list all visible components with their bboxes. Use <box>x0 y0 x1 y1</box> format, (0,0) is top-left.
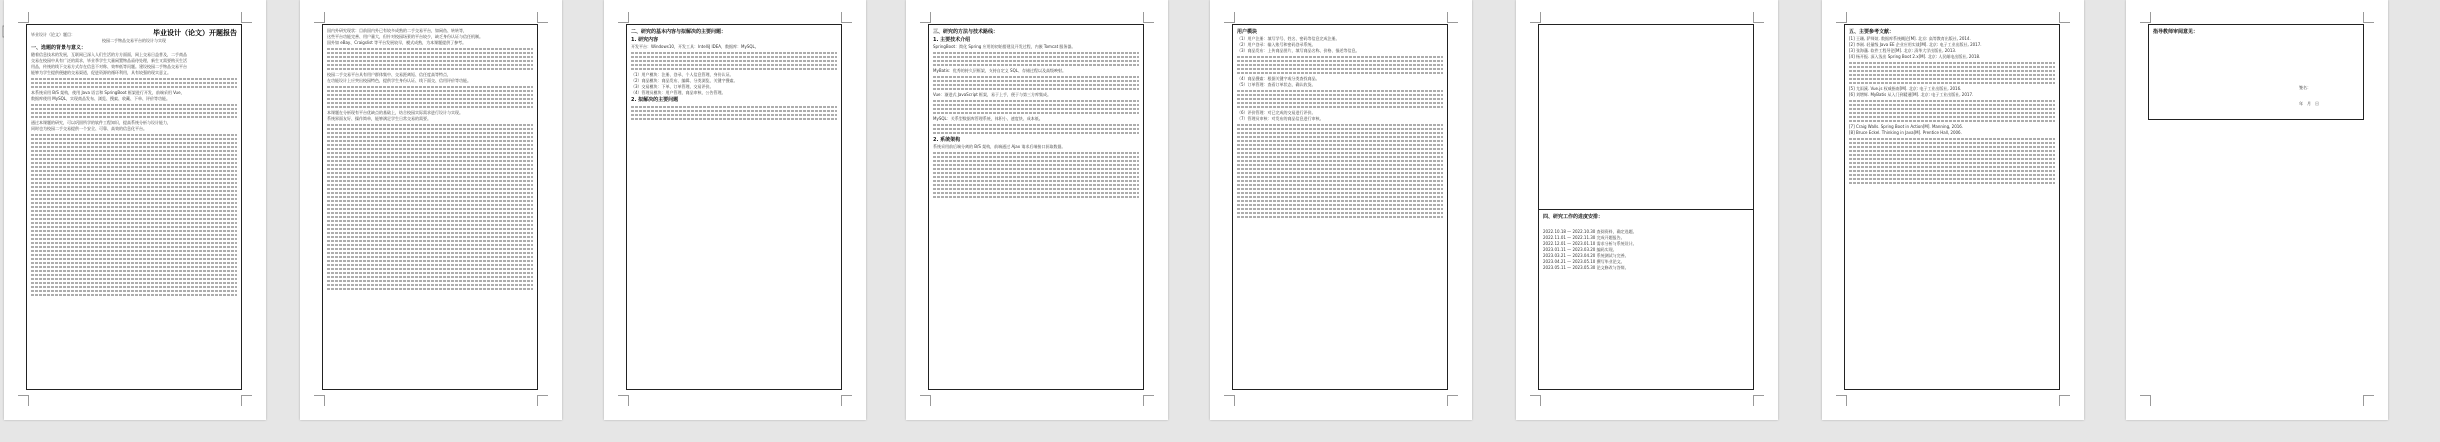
body-line: （5）订单管理：查看订单状态，确认收货。 <box>1237 82 1316 87</box>
body-line: 系统界面友好、操作简单，能够满足学生日常交易的需要。 <box>327 116 431 121</box>
subsection-heading: 2. 系统架构 <box>933 137 961 143</box>
body-line: （4）管理员模块：用户管理、商品审核、公告管理。 <box>631 90 726 95</box>
reference-item: [2] 李刚. 轻量级 Java EE 企业应用实战[M]. 北京: 电子工业出版社, 2017. <box>1849 42 1982 47</box>
body-line: （4）商品搜索：根据关键字或分类查找商品。 <box>1237 76 1320 81</box>
section-heading: 五、主要参考文献： <box>1849 29 1895 35</box>
body-line: 在功能设计上应突出校园特色，提供学生身份认证、线下面交、信用评价等功能。 <box>327 78 471 83</box>
body-line: 国内外研究现状：目前国内外已有较多成熟的二手交易平台，如闲鱼、转转等， <box>327 28 467 33</box>
page-frame <box>1844 24 2060 390</box>
reference-item: [1] 王珊, 萨师煊. 数据库系统概论[M]. 北京: 高等教育出版社, 2014. <box>1849 36 1971 41</box>
section-heading: 二、研究的基本内容与拟解决的主要问题： <box>631 29 727 35</box>
body-line: Vue：渐进式 JavaScript 框架，易于上手，便于与第三方库集成。 <box>933 92 1052 97</box>
page-frame <box>928 24 1144 390</box>
body-line: （3）交易模块：下单、订单管理、交易评价。 <box>631 84 714 89</box>
schedule-item: 2022.10.18 — 2022.10.30 查阅资料，确定选题。 <box>1543 229 1637 234</box>
page-frame <box>322 24 538 390</box>
body-line: 这些平台功能完善、用户量大，但针对校园场景的平台较少，缺乏身份认证与信任机制。 <box>327 34 483 39</box>
date-label: 年 月 日 <box>2299 101 2319 106</box>
body-line: 数据库使用 MySQL，实现商品发布、浏览、搜索、收藏、下单、评价等功能。 <box>31 96 171 101</box>
reference-item: [6] 刘增辉. MyBatis 从入门到精通[M]. 北京: 电子工业出版社, 2017. <box>1849 92 1974 97</box>
reference-item: [5] 尤雨溪. Vue.js 权威指南[M]. 北京: 电子工业出版社, 2016. <box>1849 86 1962 91</box>
body-line: 能够为学生提供便捷的交易渠道，促进资源的循环利用，具有较强的现实意义。 <box>31 70 171 75</box>
document-page-1 <box>4 0 266 420</box>
body-line: 系统采用前后端分离的 B/S 架构，前端通过 Ajax 请求后端接口获取数据。 <box>933 144 1066 149</box>
body-line: （2）用户登录：输入账号和密码登录系统。 <box>1237 42 1316 47</box>
body-line: （6）评价管理：对已完成的交易进行评价。 <box>1237 110 1316 115</box>
schedule-item: 2023.04.21 — 2023.05.10 撰写毕业论文。 <box>1543 259 1625 264</box>
subsection-heading: 1. 研究内容 <box>631 37 659 43</box>
subsection-heading: 2. 拟解决的主要问题 <box>631 97 679 103</box>
document-page-2 <box>300 0 562 420</box>
page-frame <box>2148 24 2364 120</box>
body-line: 用品，传统的线下交易方式存在信息不对称、效率低等问题。建设校园二手物品交易平台 <box>31 64 187 69</box>
section-heading: 指导教师审阅意见： <box>2153 29 2199 35</box>
body-line: （3）商品发布：上传商品图片，填写商品名称、价格、描述等信息。 <box>1237 48 1360 53</box>
body-line: 交易在校园中具有广泛的需求，毕业季学生大量闲置物品亟待处理，新生又需要购买生活 <box>31 58 187 63</box>
document-page-4 <box>906 0 1168 420</box>
reference-item: [8] Bruce Eckel. Thinking in Java[M]. Prentice Hall, 2006. <box>1849 130 1962 135</box>
schedule-item: 2023.01.11 — 2023.03.20 编码实现。 <box>1543 247 1617 252</box>
page-frame <box>26 24 242 390</box>
reference-item: [7] Craig Walls. Spring Boot in Action[M]. Manning, 2016. <box>1849 124 1964 129</box>
body-line: （2）商品模块：商品发布、编辑、分类浏览、关键字搜索。 <box>631 78 738 83</box>
body-line: （1）用户注册：填写学号、姓名、密码等信息完成注册。 <box>1237 36 1340 41</box>
section-divider <box>1539 209 1753 210</box>
document-page-3 <box>604 0 866 420</box>
body-line: MyBatis：优秀的持久层框架，支持自定义 SQL、存储过程以及高级映射。 <box>933 68 1066 73</box>
body-line: 开发平台：Windows10，开发工具：IntelliJ IDEA，数据库：MySQL。 <box>631 44 759 49</box>
reference-item: [3] 张海藩. 软件工程导论[M]. 北京: 清华大学出版社, 2013. <box>1849 48 1957 53</box>
schedule-item: 2023.05.11 — 2023.05.30 论文修改与答辩。 <box>1543 265 1629 270</box>
page-frame <box>1232 24 1448 390</box>
reference-item: [4] 杨开振. 深入浅出 Spring Boot 2.x[M]. 北京: 人民邮电出版社, 2018. <box>1849 54 1981 59</box>
document-page-8 <box>2126 0 2388 420</box>
subsection-heading: 用户模块 <box>1237 29 1258 35</box>
subsection-heading: 1. 主要技术介绍 <box>933 37 971 43</box>
body-line: （1）用户模块：注册、登录、个人信息管理、身份认证。 <box>631 72 734 77</box>
thesis-subtitle: 校园二手物品交易平台的设计与实现 <box>102 38 166 43</box>
document-page-7 <box>1822 0 2084 420</box>
body-line: 国外如 eBay、Craigslist 等平台发展较早，模式成熟，为本课题提供了参考。 <box>327 40 467 45</box>
body-line: SpringBoot：简化 Spring 应用的初始搭建及开发过程，内嵌 Tomcat 服务器。 <box>933 44 1076 49</box>
schedule-item: 2022.11.01 — 2022.11.30 完成开题报告。 <box>1543 235 1625 240</box>
body-line: 校园二手交易平台具有用户群体集中、交易距离短、信任度高等特点， <box>327 72 451 77</box>
page-frame <box>626 24 842 390</box>
body-line: （7）管理员审核：对发布的商品信息进行审核。 <box>1237 116 1324 121</box>
body-line: 同时也为校园二手交易提供一个安全、可靠、高效的信息化平台。 <box>31 126 147 131</box>
schedule-item: 2023.03.21 — 2023.04.20 系统测试与完善。 <box>1543 253 1629 258</box>
body-line: 通过本课题的研究，可以巩固所学的软件工程知识，提高系统分析与设计能力， <box>31 120 171 125</box>
body-line: 本系统采用 B/S 架构，使用 Java 语言和 SpringBoot 框架进行开发，前端采用 Vue， <box>31 90 185 95</box>
body-line: 本课题在分析现有平台优缺点的基础上，结合校园实际需求进行设计与实现。 <box>327 110 463 115</box>
section-heading: 四、研究工作的进度安排： <box>1543 214 1604 220</box>
body-line: MySQL：关系型数据库管理系统，体积小、速度快、成本低。 <box>933 116 1043 121</box>
section-heading: 三、研究的方法与技术路线： <box>933 29 999 35</box>
signature-label: 签名： <box>2299 85 2311 90</box>
header-left: 毕业设计（论文）题目： <box>31 32 75 37</box>
page-title: 毕业设计（论文）开题报告 <box>153 29 237 37</box>
document-page-6 <box>1516 0 1778 420</box>
page-frame <box>1538 24 1754 390</box>
section-heading: 一、选题的背景与意义： <box>31 45 87 51</box>
document-page-5 <box>1210 0 1472 420</box>
schedule-item: 2022.12.01 — 2023.01.10 需求分析与系统设计。 <box>1543 241 1637 246</box>
body-line: 随着信息技术的发展，互联网已深入人们生活的方方面面，网上交易日益普及，二手商品 <box>31 52 187 57</box>
